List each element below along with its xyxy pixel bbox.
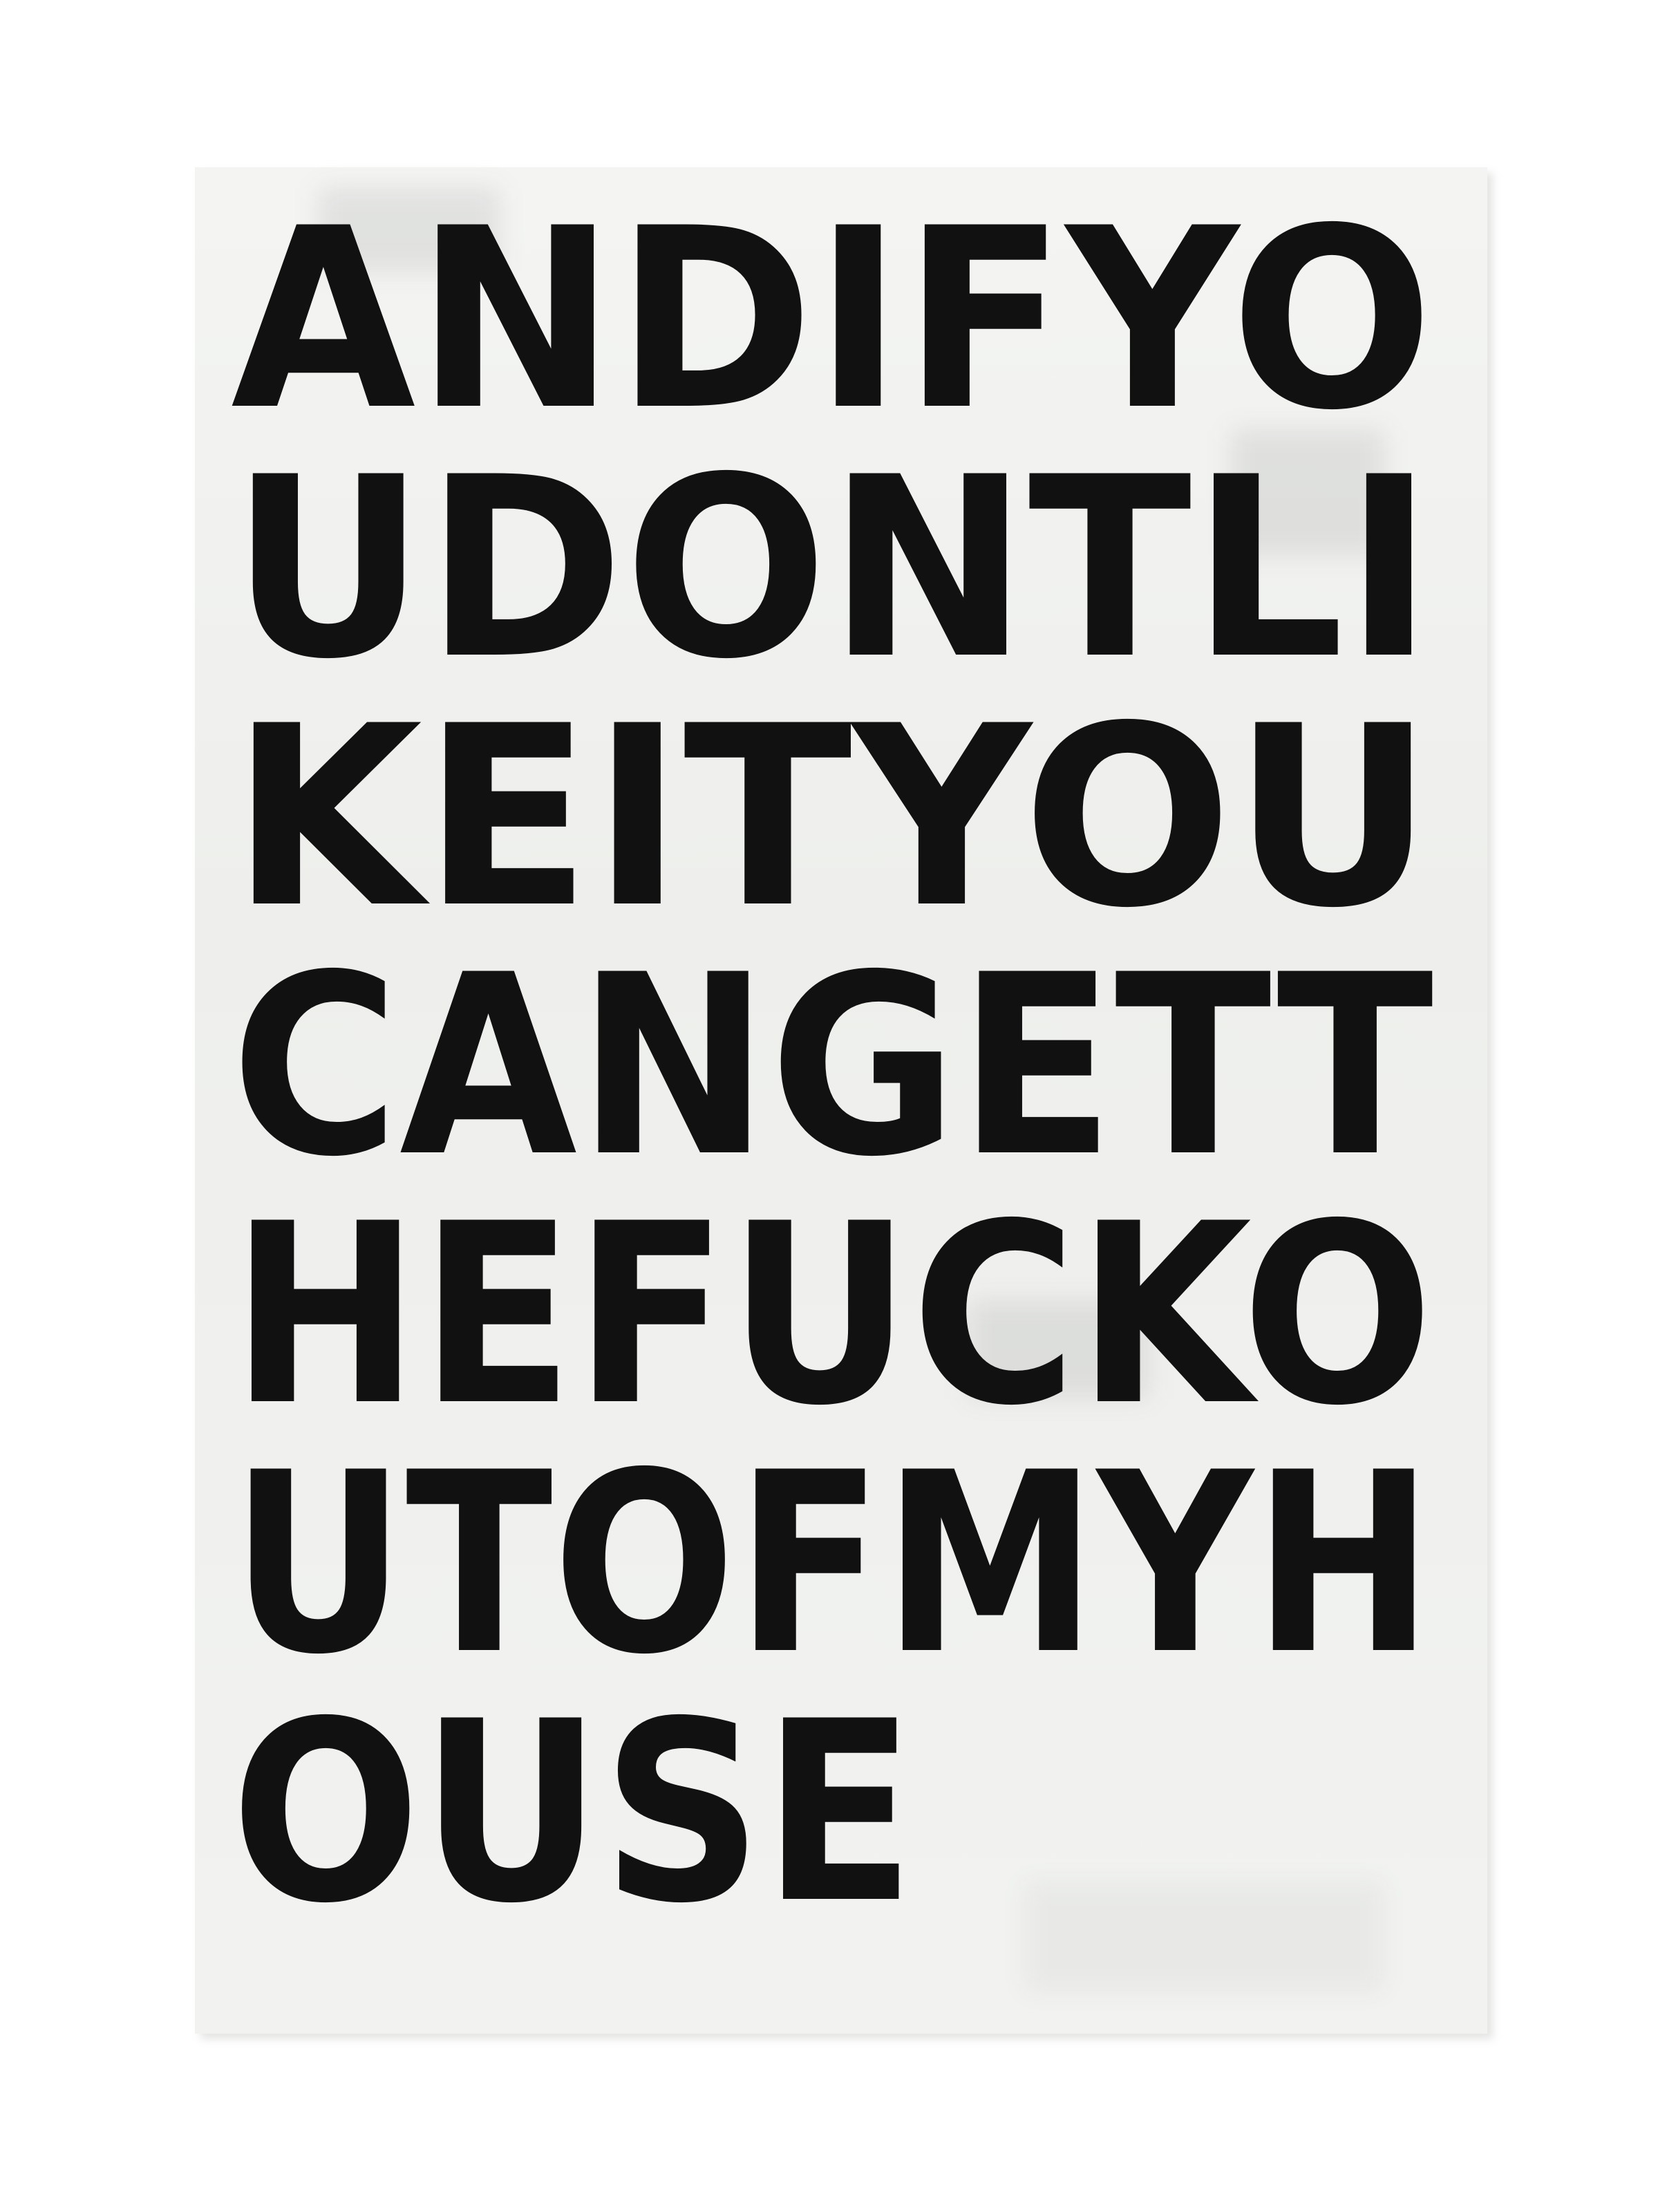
text-line-4 xyxy=(195,945,1487,1173)
line-5-text: HEFUCKO xyxy=(231,1194,1433,1422)
text-line-1 xyxy=(195,198,1487,427)
line-1-text: ANDIFYO xyxy=(231,198,1433,427)
line-4-text: CANGETT xyxy=(231,945,1435,1173)
painting-canvas xyxy=(195,167,1487,2034)
text-line-5 xyxy=(195,1194,1487,1422)
line-7-text: OUSE xyxy=(231,1691,915,1920)
line-2-text: UDONTLI xyxy=(231,447,1433,675)
text-line-3 xyxy=(195,696,1487,924)
text-line-2 xyxy=(195,447,1487,675)
text-line-7 xyxy=(195,1691,1487,1920)
line-6-text: UTOFMYH xyxy=(231,1443,1433,1671)
text-line-6 xyxy=(195,1443,1487,1671)
line-3-text: KEITYOU xyxy=(231,696,1433,924)
